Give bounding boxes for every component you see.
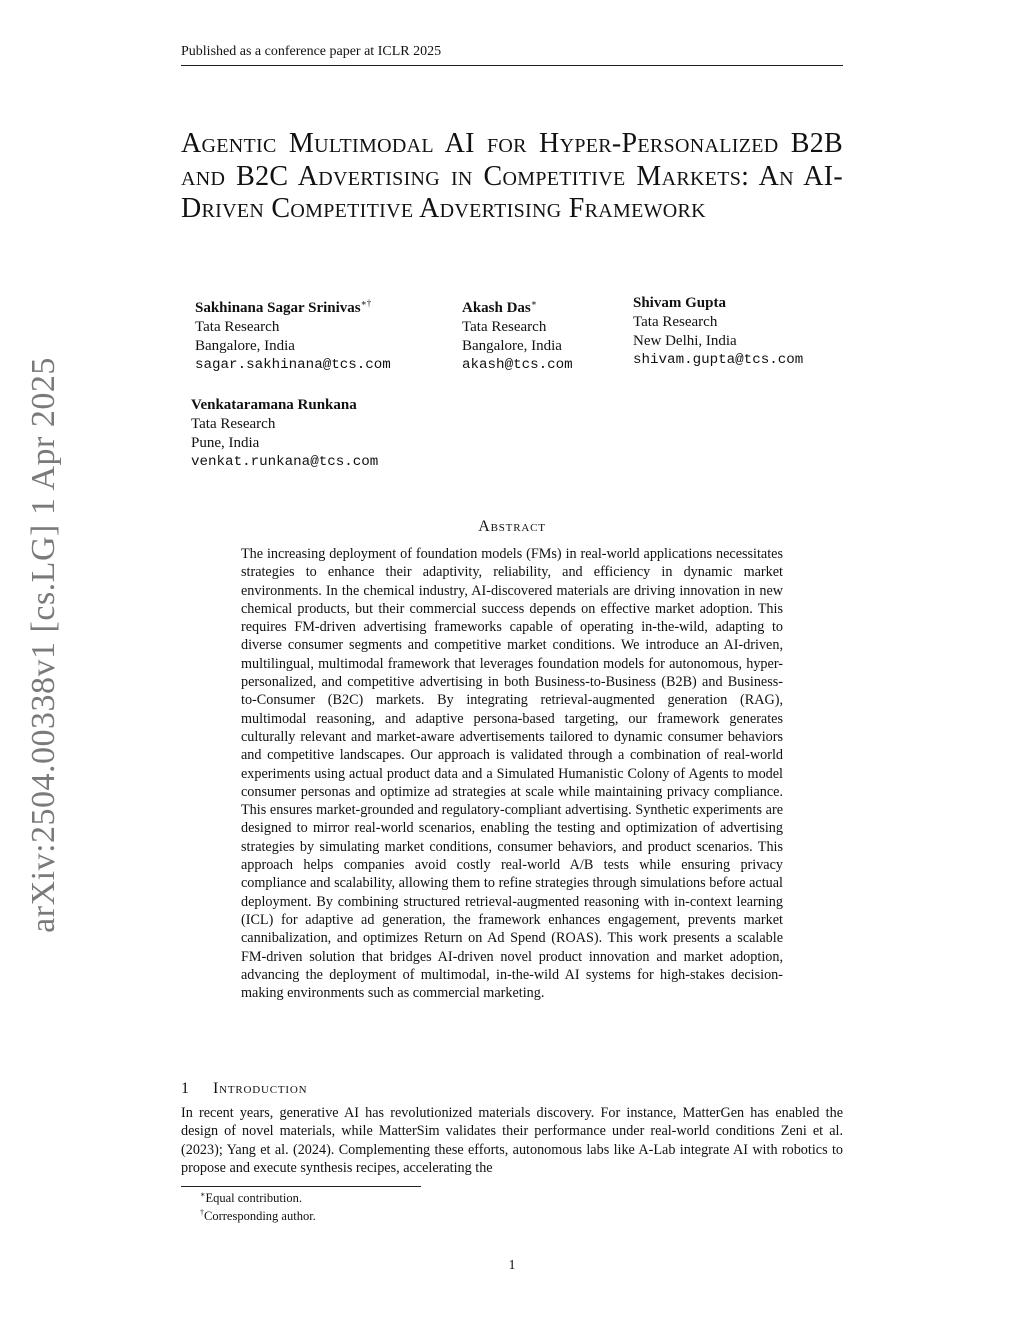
section-number: 1 [181, 1080, 189, 1097]
abstract-text: The increasing deployment of foundation models (FMs) in real-world applications necessitates strategies to enhance their adaptivity, reliability, and efficiency in dynamic market environments. In the chemical industry, AI-discovered materials are driving innovation in new chemical products, but their commercial success depends on effective market adoption. This requires FM-driven advertising frameworks capable of operating in-the-wild, adapting to diverse consumer segments and competitive market conditions. We introduce an AI-driven, multilingual, multimodal framework that leverages foundation models for autonomous, hyper-personalized, and competitive advertising in both Business-to-Business (B2B) and Business-to-Consumer (B2C) markets. By integrating retrieval-augmented generation (RAG), multimodal reasoning, and adaptive persona-based targeting, our framework generates culturally relevant and market-aware advertisements tailored to dynamic consumer behaviors and competitive landscapes. Our approach is validated through a combination of real-world experiments using actual product data and a Simulated Humanistic Colony of Agents to model consumer personas and optimize ad strategies at scale while maintaining privacy compliance. This ensures market-grounded and regulatory-compliant advertising. Synthetic experiments are designed to mirror real-world scenarios, enabling the testing and optimization of advertising strategies by simulating market conditions, consumer behaviors, and product scenarios. This approach helps companies avoid costly real-world A/B tests while ensuring privacy compliance and scalability, allowing them to refine strategies through simulations before actual deployment. By combining structured retrieval-augmented reasoning with in-context learning (ICL) for adaptive ad generation, the framework enhances engagement, prevents market cannibalization, and optimizes Return on Ad Spend (ROAS). This work presents a scalable FM-driven solution that bridges AI-driven novel product innovation and market adoption, advancing the deployment of multimodal, in-the-wild AI systems for high-stakes decision-making environments such as commercial marketing. [241, 546, 783, 1002]
footnote-rule [181, 1186, 421, 1187]
author-org: Tata Research [191, 416, 276, 432]
author-email[interactable]: venkat.runkana@tcs.com [191, 454, 379, 470]
author-marks: ∗† [360, 298, 372, 308]
author-org: Tata Research [633, 314, 718, 330]
abstract-heading: Abstract [478, 518, 546, 535]
paper-title: Agentic Multimodal AI for Hyper-Personalized B2B and B2C Advertising in Competitive Markets: An AI-Driven Competitive Advertising Framework [181, 128, 843, 224]
author-email[interactable]: akash@tcs.com [462, 357, 573, 373]
footnote-text: Corresponding author. [204, 1209, 316, 1224]
author-name: Venkataramana Runkana [191, 397, 357, 413]
author-location: Pune, India [191, 435, 260, 451]
author-org: Tata Research [462, 319, 547, 335]
author-4 [191, 396, 378, 472]
author-location: Bangalore, India [195, 338, 295, 354]
author-location: New Delhi, India [633, 333, 737, 349]
running-header: Published as a conference paper at ICLR 2025 [181, 44, 442, 59]
section-heading [181, 1080, 307, 1098]
header-rule [181, 65, 843, 66]
author-email[interactable]: sagar.sakhinana@tcs.com [195, 357, 391, 373]
author-1 [195, 294, 391, 375]
author-3 [633, 294, 803, 370]
footnote-text: Equal contribution. [205, 1191, 302, 1206]
author-2 [462, 294, 573, 375]
footnote-mark: ∗ [200, 1190, 206, 1199]
author-email[interactable]: shivam.gupta@tcs.com [633, 352, 804, 368]
section-title: Introduction [213, 1080, 308, 1097]
footnote-1 [200, 1190, 302, 1206]
author-org: Tata Research [195, 319, 280, 335]
footnote-mark: † [200, 1208, 204, 1217]
author-name: Sakhinana Sagar Srinivas [195, 300, 361, 316]
author-location: Bangalore, India [462, 338, 562, 354]
footnote-2 [200, 1208, 316, 1224]
author-name: Akash Das [462, 300, 531, 316]
intro-text: In recent years, generative AI has revolutionized materials discovery. For instance, MatterGen has enabled the design of novel materials, while MatterSim validates their performance under real-world conditions Zeni et al. (2023); Yang et al. (2024). Complementing these efforts, autonomous labs like A-Lab integrate AI with robotics to propose and execute synthesis recipes, accelerating the [181, 1105, 843, 1176]
page-number: 1 [508, 1258, 516, 1273]
arxiv-stamp: arXiv:2504.00338v1 [cs.LG] 1 Apr 2025 [25, 357, 62, 933]
author-name: Shivam Gupta [633, 295, 726, 311]
author-marks: ∗ [530, 298, 537, 308]
